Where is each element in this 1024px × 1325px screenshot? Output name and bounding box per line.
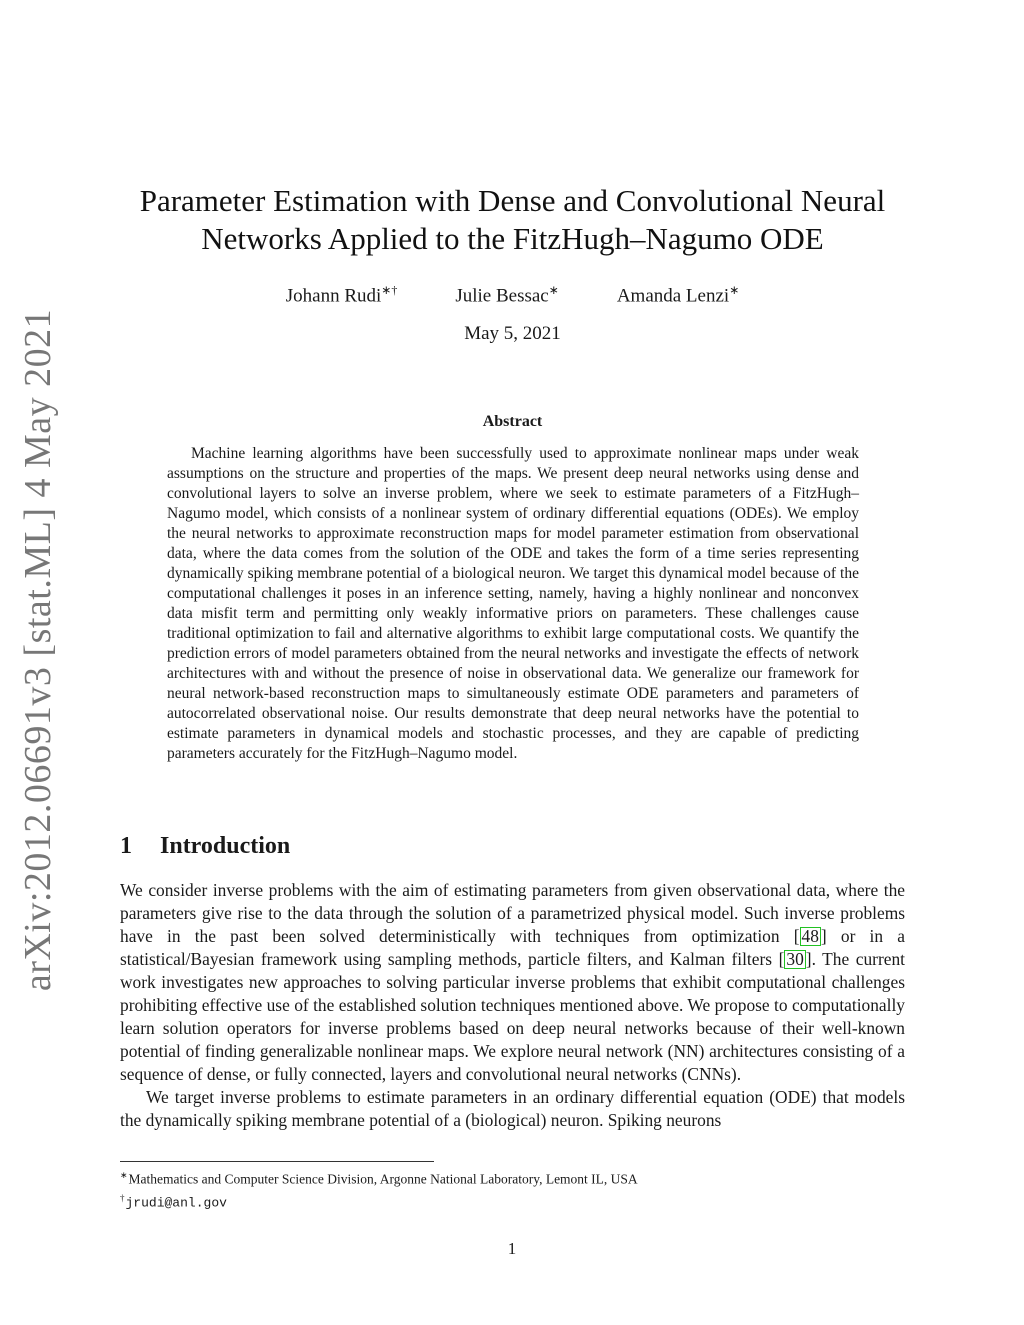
title-line-1: Parameter Estimation with Dense and Convolutional Neural [139, 183, 886, 218]
footnote: †jrudi@anl.gov [120, 1192, 227, 1210]
title-line-2: Networks Applied to the FitzHugh–Nagumo ODE [201, 221, 824, 256]
citation-link[interactable]: 48 [801, 926, 819, 946]
abstract-text: Machine learning algorithms have been successfully used to approximate nonlinear maps under weak assumptions on the structure and properties of the maps. We present deep neural networks using dense and convolutional layers to solve an inverse problem, where we seek to estimate parameters of a FitzHugh–Nagumo model, which consists of a nonlinear system of ordinary differential equations (ODEs). We employ the neural networks to approximate reconstruction maps for model parameter estimation from observational data, where the data comes from the solution of the ODE and takes the form of a time series representing dynamically spiking membrane potential of a biological neuron. We target this dynamical model because of the computational challenges it poses in an inference setting, namely, having a highly nonlinear and nonconvex data misfit term and permitting only weakly informative priors on parameters. These challenges cause traditional optimization to fail and alternative algorithms to exhibit large computational costs. We quantify the prediction errors of model parameters obtained from the neural networks and investigate the effects of network architectures with and without the presence of noise in observational data. We generalize our framework for neural network-based reconstruction maps to simultaneously estimate ODE parameters and parameters of autocorrelated observational noise. Our results demonstrate that deep neural networks have the potential to estimate parameters in dynamical models and stochastic processes, and they are capable of predicting parameters accurately for the FitzHugh–Nagumo model. [167, 445, 859, 762]
author-marks: ∗ [729, 283, 740, 297]
author-marks: ∗† [381, 283, 398, 297]
intro-paragraph: We consider inverse problems with the aim of estimating parameters from given observational data, where the parameters give rise to the data through the solution of a parametrized physical model. Such inverse problems have in the past been solved deterministically with techniques from optimization [ 48 ] or in a statistical/Bayesian framework using sampling methods, particle filters, and Kalman filters [ 30 ]. The current work investigates new approaches to solving particular inverse problems that exhibit computational challenges prohibiting effective use of the established solution techniques mentioned above. We propose to computationally learn solution operators for inverse problems based on deep neural networks because of their well-known potential of finding generalizable nonlinear maps. We explore neural network (NN) architectures consisting of a sequence of dense, or fully connected, layers and convolutional neural networks (CNNs). [120, 880, 905, 1084]
author: Johann Rudi∗† [285, 283, 398, 307]
footnote: ∗Mathematics and Computer Science Division, Argonne National Laboratory, Lemont IL, USA [120, 1170, 638, 1187]
paper-title [120, 182, 905, 258]
author-list [120, 283, 905, 307]
author: Amanda Lenzi∗ [616, 283, 740, 307]
section-title: Introduction [160, 833, 291, 859]
arxiv-identifier: arXiv:2012.06691v3 [stat.ML] 4 May 2021 [17, 308, 59, 992]
section-number: 1 [120, 833, 132, 859]
paper-date: May 5, 2021 [464, 323, 561, 344]
author: Julie Bessac∗ [455, 283, 559, 307]
page-number: 1 [507, 1239, 517, 1258]
footnotes [120, 1166, 905, 1212]
abstract-heading: Abstract [482, 413, 543, 430]
intro-paragraph: We target inverse problems to estimate parameters in an ordinary differential equation (ODE) that models the dynamically spiking membrane potential of a (biological) neuron. Spiking neurons [120, 1087, 905, 1130]
author-marks: ∗ [548, 283, 559, 297]
arxiv-stamp [8, 308, 68, 992]
footnote-divider [120, 1161, 434, 1162]
section-heading [120, 833, 290, 860]
introduction-body [120, 879, 905, 1132]
citation-link[interactable]: 30 [786, 949, 804, 969]
email-link[interactable]: jrudi@anl.gov [125, 1195, 227, 1210]
